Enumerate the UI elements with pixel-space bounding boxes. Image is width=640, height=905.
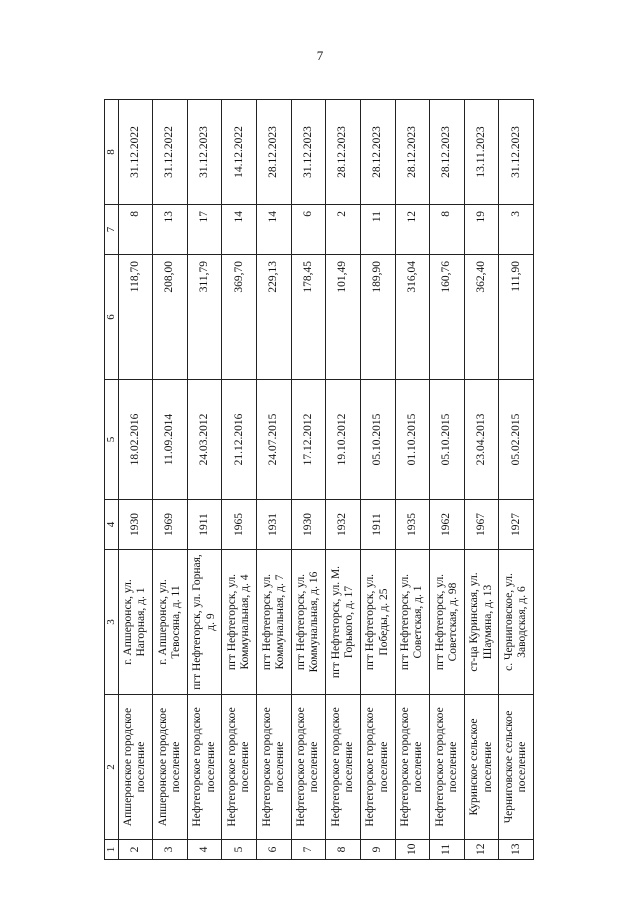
year-cell: 1935 (395, 500, 430, 550)
count-cell: 12 (395, 205, 430, 255)
address-cell: пгт Нефтегорск, ул. Коммунальная, д. 4 (222, 550, 257, 695)
area-cell: 316,04 (395, 255, 430, 380)
deadline-cell: 31.12.2023 (499, 100, 534, 205)
row-number-cell: 2 (118, 840, 153, 860)
date-cell: 18.02.2016 (118, 380, 153, 500)
year-cell: 1911 (187, 500, 222, 550)
date-cell: 24.03.2012 (187, 380, 222, 500)
count-cell: 3 (499, 205, 534, 255)
row-number-cell: 7 (291, 840, 326, 860)
page-number: 7 (316, 48, 324, 63)
header-cell: 8 (105, 100, 119, 205)
year-cell: 1931 (257, 500, 292, 550)
settlement-cell: Нефтегорское городское поселение (187, 695, 222, 840)
date-cell: 21.12.2016 (222, 380, 257, 500)
settlement-cell: Черниговское сельское поселение (499, 695, 534, 840)
area-cell: 362,40 (464, 255, 499, 380)
year-cell: 1911 (360, 500, 395, 550)
table-header-row (105, 100, 119, 860)
count-cell: 13 (153, 205, 188, 255)
count-cell: 14 (257, 205, 292, 255)
address-cell: пгт Нефтегорск, ул. М. Горького, д. 17 (326, 550, 361, 695)
table-row (257, 100, 292, 860)
area-cell: 189,90 (360, 255, 395, 380)
housing-table (104, 99, 534, 860)
address-cell: пгт Нефтегорск, ул. Горная, д. 9 (187, 550, 222, 695)
date-cell: 19.10.2012 (326, 380, 361, 500)
address-cell: пгт Нефтегорск, ул. Советская, д. 1 (395, 550, 430, 695)
count-cell: 17 (187, 205, 222, 255)
settlement-cell: Нефтегорское городское поселение (360, 695, 395, 840)
year-cell: 1962 (430, 500, 465, 550)
area-cell: 118,70 (118, 255, 153, 380)
row-number-cell: 11 (430, 840, 465, 860)
deadline-cell: 31.12.2022 (118, 100, 153, 205)
address-cell: пгт Нефтегорск, ул. Коммунальная, д. 16 (291, 550, 326, 695)
header-cell: 1 (105, 840, 119, 860)
table-row (326, 100, 361, 860)
header-cell: 5 (105, 380, 119, 500)
header-cell: 2 (105, 695, 119, 840)
address-cell: пгт Нефтегорск, ул. Победы, д. 25 (360, 550, 395, 695)
row-number-cell: 8 (326, 840, 361, 860)
table-row (395, 100, 430, 860)
table-row (153, 100, 188, 860)
date-cell: 01.10.2015 (395, 380, 430, 500)
date-cell: 05.10.2015 (430, 380, 465, 500)
table-row (291, 100, 326, 860)
address-cell: пгт Нефтегорск, ул. Коммунальная, д. 7 (257, 550, 292, 695)
deadline-cell: 14.12.2022 (222, 100, 257, 205)
table-row (118, 100, 153, 860)
year-cell: 1932 (326, 500, 361, 550)
header-cell: 6 (105, 255, 119, 380)
settlement-cell: Нефтегорское городское поселение (257, 695, 292, 840)
area-cell: 111,90 (499, 255, 534, 380)
settlement-cell: Апшеронское городское поселение (118, 695, 153, 840)
year-cell: 1965 (222, 500, 257, 550)
row-number-cell: 9 (360, 840, 395, 860)
area-cell: 208,00 (153, 255, 188, 380)
row-number-cell: 4 (187, 840, 222, 860)
date-cell: 23.04.2013 (464, 380, 499, 500)
count-cell: 11 (360, 205, 395, 255)
year-cell: 1930 (118, 500, 153, 550)
row-number-cell: 12 (464, 840, 499, 860)
settlement-cell: Куринское сельское поселение (464, 695, 499, 840)
address-cell: г. Апшеронск, ул. Тевосяна, д. 11 (153, 550, 188, 695)
table-row (499, 100, 534, 860)
deadline-cell: 31.12.2023 (187, 100, 222, 205)
address-cell: ст-ца Куринская, ул. Шаумяна, д. 13 (464, 550, 499, 695)
date-cell: 05.02.2015 (499, 380, 534, 500)
table-row (187, 100, 222, 860)
count-cell: 2 (326, 205, 361, 255)
settlement-cell: Нефтегорское городское поселение (395, 695, 430, 840)
address-cell: с. Черниговское, ул. Заводская, д. 6 (499, 550, 534, 695)
area-cell: 311,79 (187, 255, 222, 380)
year-cell: 1927 (499, 500, 534, 550)
row-number-cell: 5 (222, 840, 257, 860)
count-cell: 8 (430, 205, 465, 255)
table-row (464, 100, 499, 860)
date-cell: 17.12.2012 (291, 380, 326, 500)
date-cell: 05.10.2015 (360, 380, 395, 500)
count-cell: 19 (464, 205, 499, 255)
row-number-cell: 6 (257, 840, 292, 860)
date-cell: 11.09.2014 (153, 380, 188, 500)
area-cell: 229,13 (257, 255, 292, 380)
deadline-cell: 31.12.2023 (291, 100, 326, 205)
area-cell: 101,49 (326, 255, 361, 380)
row-number-cell: 10 (395, 840, 430, 860)
deadline-cell: 28.12.2023 (360, 100, 395, 205)
settlement-cell: Нефтегорское городское поселение (291, 695, 326, 840)
header-cell: 7 (105, 205, 119, 255)
date-cell: 24.07.2015 (257, 380, 292, 500)
deadline-cell: 28.12.2023 (430, 100, 465, 205)
year-cell: 1967 (464, 500, 499, 550)
header-cell: 4 (105, 500, 119, 550)
row-number-cell: 3 (153, 840, 188, 860)
header-cell: 3 (105, 550, 119, 695)
settlement-cell: Апшеронское городское поселение (153, 695, 188, 840)
deadline-cell: 28.12.2023 (395, 100, 430, 205)
deadline-cell: 13.11.2023 (464, 100, 499, 205)
year-cell: 1969 (153, 500, 188, 550)
area-cell: 369,70 (222, 255, 257, 380)
count-cell: 6 (291, 205, 326, 255)
address-cell: г. Апшеронск, ул. Нагорная, д. 1 (118, 550, 153, 695)
area-cell: 160,76 (430, 255, 465, 380)
year-cell: 1930 (291, 500, 326, 550)
count-cell: 14 (222, 205, 257, 255)
settlement-cell: Нефтегорское городское поселение (326, 695, 361, 840)
deadline-cell: 28.12.2023 (257, 100, 292, 205)
settlement-cell: Нефтегорское городское поселение (222, 695, 257, 840)
area-cell: 178,45 (291, 255, 326, 380)
rotated-table-container (104, 100, 534, 860)
address-cell: пгт Нефтегорск, ул. Советская, д. 98 (430, 550, 465, 695)
count-cell: 8 (118, 205, 153, 255)
table-row (430, 100, 465, 860)
table-row (222, 100, 257, 860)
deadline-cell: 28.12.2023 (326, 100, 361, 205)
table-row (360, 100, 395, 860)
deadline-cell: 31.12.2022 (153, 100, 188, 205)
row-number-cell: 13 (499, 840, 534, 860)
settlement-cell: Нефтегорское городское поселение (430, 695, 465, 840)
